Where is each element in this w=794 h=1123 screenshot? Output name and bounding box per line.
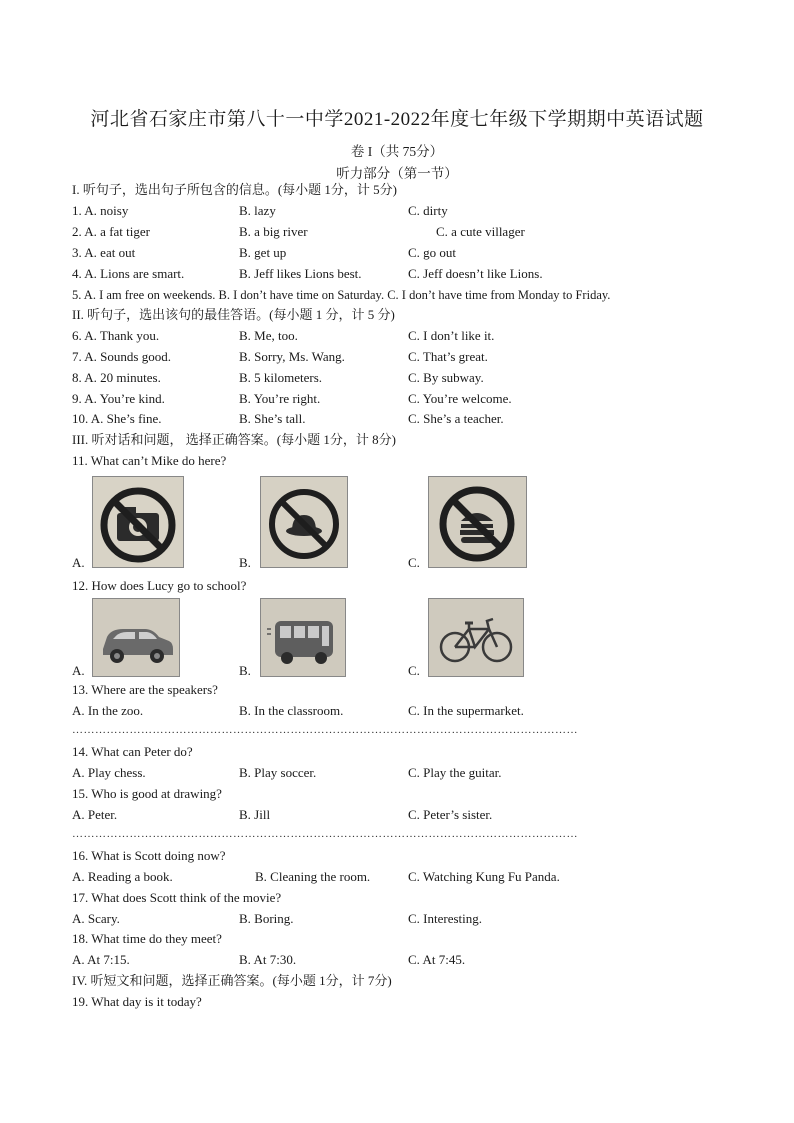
q8-option-a: 8. A. 20 minutes. — [72, 370, 161, 385]
q17-option-c: C. Interesting. — [408, 911, 483, 926]
q1-option-b: B. lazy — [239, 203, 276, 218]
q3-option-a: 3. A. eat out — [72, 245, 136, 260]
q17-option-b: B. Boring. — [239, 911, 294, 926]
q17-question: 17. What does Scott think of the movie? — [72, 890, 282, 905]
q16-option-a: A. Reading a book. — [72, 869, 173, 884]
q1-option-c: C. dirty — [408, 203, 448, 218]
q11-label-b: B. — [239, 555, 251, 570]
q1-option-a: 1. A. noisy — [72, 203, 129, 218]
q10-option-b: B. She’s tall. — [239, 411, 306, 426]
q12-image-b — [260, 598, 346, 677]
volume-label: 卷 I（共 75分） — [350, 144, 444, 159]
section-1-heading: I. 听句子，选出句子所包含的信息。(每小题 1分，计 5分) — [72, 182, 397, 197]
no-camera-icon — [93, 477, 183, 567]
q15-option-c: C. Peter’s sister. — [408, 807, 493, 822]
q15-option-b: B. Jill — [239, 807, 271, 822]
q7-option-b: B. Sorry, Ms. Wang. — [239, 349, 345, 364]
q6-option-b: B. Me, too. — [239, 328, 298, 343]
q11-question: 11. What can’t Mike do here? — [72, 453, 227, 468]
q15-question: 15. Who is good at drawing? — [72, 786, 222, 801]
q13-option-a: A. In the zoo. — [72, 703, 144, 718]
q16-question: 16. What is Scott doing now? — [72, 848, 226, 863]
no-hat-icon — [261, 477, 347, 567]
page-title: 河北省石家庄市第八十一中学2021-2022年度七年级下学期期中英语试题 — [90, 109, 704, 130]
q16-option-c: C. Watching Kung Fu Panda. — [408, 869, 560, 884]
q9-option-b: B. You’re right. — [239, 391, 321, 406]
q4-option-b: B. Jeff likes Lions best. — [239, 266, 362, 281]
q4-option-a: 4. A. Lions are smart. — [72, 266, 185, 281]
no-food-icon — [429, 477, 526, 567]
q19-question: 19. What day is it today? — [72, 994, 202, 1009]
q10-option-c: C. She’s a teacher. — [408, 411, 504, 426]
divider-2: …………………………………………………………………………………………………………………… — [72, 828, 578, 840]
q12-question: 12. How does Lucy go to school? — [72, 578, 247, 593]
q12-label-b: B. — [239, 663, 251, 678]
q10-option-a: 10. A. She’s fine. — [72, 411, 162, 426]
q18-option-b: B. At 7:30. — [239, 952, 297, 967]
q14-option-a: A. Play chess. — [72, 765, 146, 780]
q13-option-b: B. In the classroom. — [239, 703, 344, 718]
car-icon — [93, 599, 179, 676]
q11-label-c: C. — [408, 555, 420, 570]
q18-option-a: A. At 7:15. — [72, 952, 130, 967]
section-2-heading: II. 听句子，选出该句的最佳答语。(每小题 1 分，计 5 分) — [72, 307, 395, 322]
q18-question: 18. What time do they meet? — [72, 931, 222, 946]
q13-question: 13. Where are the speakers? — [72, 682, 218, 697]
q6-option-c: C. I don’t like it. — [408, 328, 495, 343]
q9-option-a: 9. A. You’re kind. — [72, 391, 165, 406]
section-3-heading: III. 听对话和问题， 选择正确答案。(每小题 1分，计 8分) — [72, 432, 396, 447]
q7-option-a: 7. A. Sounds good. — [72, 349, 171, 364]
q14-option-c: C. Play the guitar. — [408, 765, 502, 780]
q6-option-a: 6. A. Thank you. — [72, 328, 160, 343]
q12-image-c — [428, 598, 524, 677]
q16-option-b: B. Cleaning the room. — [255, 869, 371, 884]
q11-image-c — [428, 476, 527, 568]
q8-option-c: C. By subway. — [408, 370, 484, 385]
q2-option-c: C. a cute villager — [436, 224, 525, 239]
divider-1: …………………………………………………………………………………………………………………… — [72, 724, 578, 736]
q14-option-b: B. Play soccer. — [239, 765, 317, 780]
q8-option-b: B. 5 kilometers. — [239, 370, 323, 385]
q5-options: 5. A. I am free on weekends. B. I don’t have time on Saturday. C. I don’t have time from Monday to Friday. — [72, 288, 611, 302]
q11-image-b — [260, 476, 348, 568]
q4-option-c: C. Jeff doesn’t like Lions. — [408, 266, 543, 281]
q11-image-a — [92, 476, 184, 568]
q2-option-a: 2. A. a fat tiger — [72, 224, 150, 239]
bus-icon — [261, 599, 345, 676]
q2-option-b: B. a big river — [239, 224, 308, 239]
q7-option-c: C. That’s great. — [408, 349, 488, 364]
q12-image-a — [92, 598, 180, 677]
q12-label-a: A. — [72, 663, 85, 678]
section-4-heading: IV. 听短文和问题，选择正确答案。(每小题 1分，计 7分) — [72, 973, 392, 988]
part-label: 听力部分（第一节） — [336, 166, 458, 181]
q17-option-a: A. Scary. — [72, 911, 120, 926]
bicycle-icon — [429, 599, 523, 676]
q3-option-b: B. get up — [239, 245, 287, 260]
q18-option-c: C. At 7:45. — [408, 952, 466, 967]
q13-option-c: C. In the supermarket. — [408, 703, 524, 718]
q3-option-c: C. go out — [408, 245, 457, 260]
q14-question: 14. What can Peter do? — [72, 744, 193, 759]
q15-option-a: A. Peter. — [72, 807, 118, 822]
q11-label-a: A. — [72, 555, 85, 570]
q9-option-c: C. You’re welcome. — [408, 391, 512, 406]
q12-label-c: C. — [408, 663, 420, 678]
